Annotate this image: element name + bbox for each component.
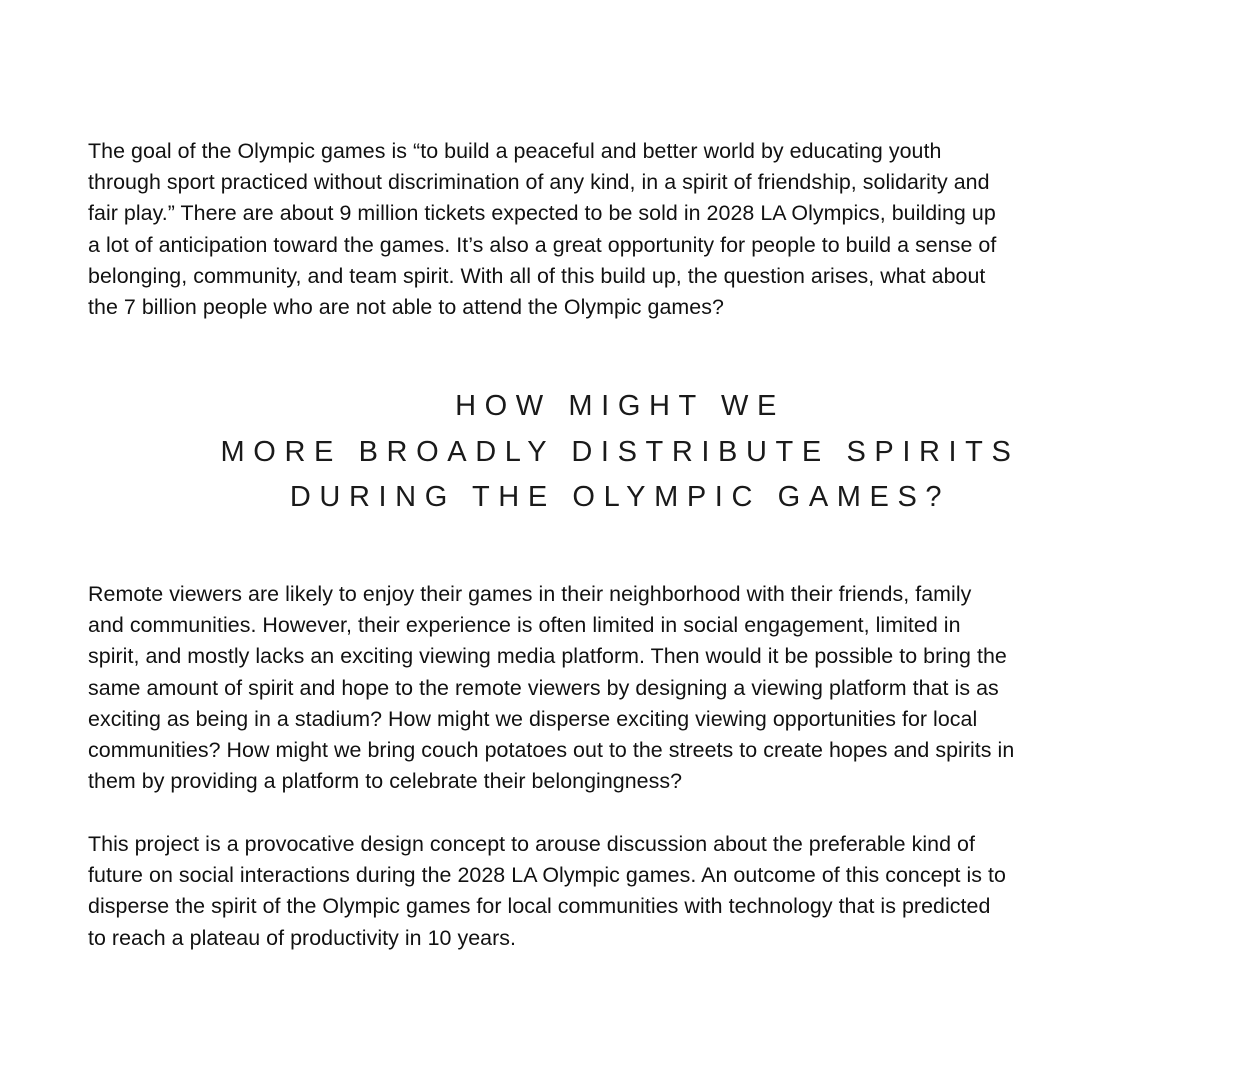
text-line: the 7 billion people who are not able to attend the Olympic games? — [88, 295, 724, 320]
project-paragraph — [88, 829, 1006, 954]
text-line: The goal of the Olympic games is “to build a peaceful and better world by educating youth — [88, 139, 942, 163]
text-line: them by providing a platform to celebrate their belongingness? — [88, 769, 683, 794]
heading-line: MORE BROADLY DISTRIBUTE SPIRITS — [220, 435, 1020, 468]
text-line: exciting as being in a stadium? How might we disperse exciting viewing opportunities for local — [88, 706, 978, 731]
text-line: to reach a plateau of productivity in 10 years. — [88, 925, 517, 950]
text-line: communities? How might we bring couch potatoes out to the streets to create hopes and spirits in — [88, 738, 1015, 763]
text-line: fair play.” There are about 9 million tickets expected to be sold in 2028 LA Olympics, building up — [88, 201, 996, 226]
text-line: This project is a provocative design concept to arouse discussion about the preferable kind of — [88, 832, 975, 856]
heading-line: HOW MIGHT WE — [455, 390, 785, 422]
text-line: spirit, and mostly lacks an exciting viewing media platform. Then would it be possible to bring the — [88, 644, 1007, 669]
how-might-we-heading — [0, 384, 1240, 521]
text-line: belonging, community, and team spirit. With all of this build up, the question arises, what about — [88, 263, 986, 288]
text-line: disperse the spirit of the Olympic games for local communities with technology that is predicted — [88, 894, 991, 919]
text-line: through sport practiced without discrimination of any kind, in a spirit of friendship, solidarity and — [88, 170, 990, 195]
context-paragraph — [88, 579, 1014, 797]
text-line: same amount of spirit and hope to the remote viewers by designing a viewing platform that is as — [88, 675, 999, 700]
text-line: future on social interactions during the 2028 LA Olympic games. An outcome of this concept is to — [88, 863, 1006, 888]
heading-line: DURING THE OLYMPIC GAMES? — [289, 481, 951, 513]
text-line: and communities. However, their experience is often limited in social engagement, limited in — [88, 613, 961, 638]
intro-paragraph — [88, 136, 996, 323]
text-line: a lot of anticipation toward the games. It’s also a great opportunity for people to build a sense of — [88, 232, 997, 257]
text-line: Remote viewers are likely to enjoy their games in their neighborhood with their friends, family — [88, 582, 972, 606]
